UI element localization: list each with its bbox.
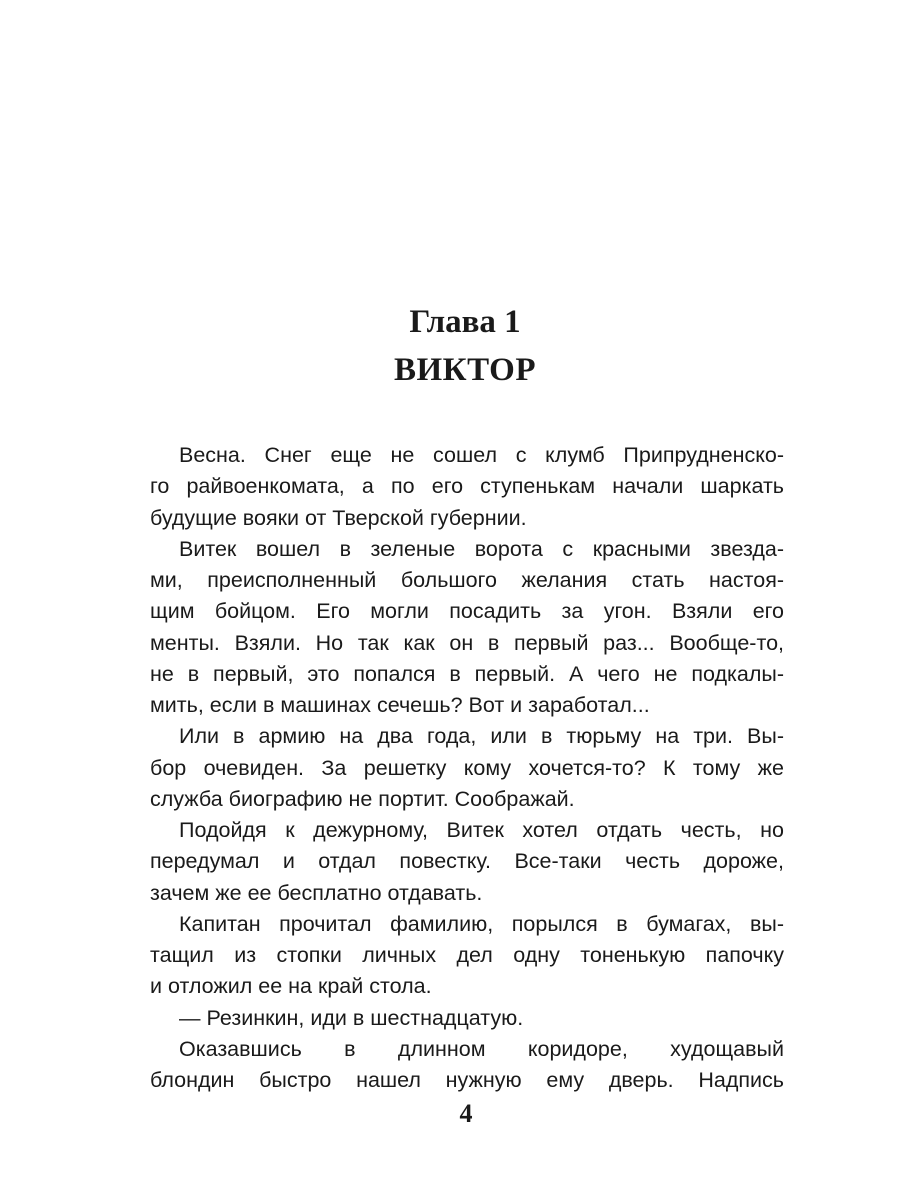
text-line: мить, если в машинах сечешь? Вот и заработал... bbox=[150, 693, 650, 717]
page-number: 4 bbox=[459, 1099, 473, 1128]
text-line: Или в армию на два года, или в тюрьму на три. Вы- bbox=[179, 724, 784, 749]
text-line: зачем же ее бесплатно отдавать. bbox=[150, 880, 483, 905]
text-line: — Резинкин, иди в шестнадцатую. bbox=[179, 1005, 524, 1030]
text-line: передумал и отдал повестку. Все-таки честь дороже, bbox=[150, 849, 784, 874]
text-line: бор очевиден. За решетку кому хочется-то? К тому же bbox=[150, 755, 784, 780]
chapter-number: Глава 1 bbox=[409, 304, 521, 340]
chapter-heading bbox=[0, 298, 900, 394]
text-line: блондин быстро нашел нужную ему дверь. Надпись bbox=[150, 1068, 784, 1092]
text-line: Оказавшись в длинном коридоре, худощавый bbox=[179, 1036, 784, 1061]
text-line: тащил из стопки личных дел одну тоненькую папочку bbox=[150, 943, 784, 967]
text-line: го райвоенкомата, а по его ступенькам начали шаркать bbox=[150, 474, 784, 499]
text-line: Подойдя к дежурному, Витек хотел отдать честь, но bbox=[179, 818, 784, 842]
text-line: Капитан прочитал фамилию, порылся в бумагах, вы- bbox=[179, 911, 784, 936]
text-line: Весна. Снег еще не сошел с клумб Припрудненско- bbox=[179, 443, 784, 467]
text-line: служба биографию не портит. Соображай. bbox=[150, 786, 575, 811]
text-line: менты. Взяли. Но так как он в первый раз... Вообще-то, bbox=[150, 630, 784, 655]
text-line: щим бойцом. Его могли посадить за угон. Взяли его bbox=[150, 599, 784, 624]
chapter-title: ВИКТОР bbox=[393, 352, 536, 388]
text-line: и отложил ее на край стола. bbox=[150, 974, 432, 999]
text-line: будущие вояки от Тверской губернии. bbox=[150, 505, 527, 530]
text-line: Витек вошел в зеленые ворота с красными звезда- bbox=[179, 536, 784, 561]
body-text bbox=[150, 440, 784, 1096]
text-line: ми, преисполненный большого желания стать настоя- bbox=[150, 568, 784, 592]
text-line: не в первый, это попался в первый. А чего не подкалы- bbox=[150, 661, 784, 686]
